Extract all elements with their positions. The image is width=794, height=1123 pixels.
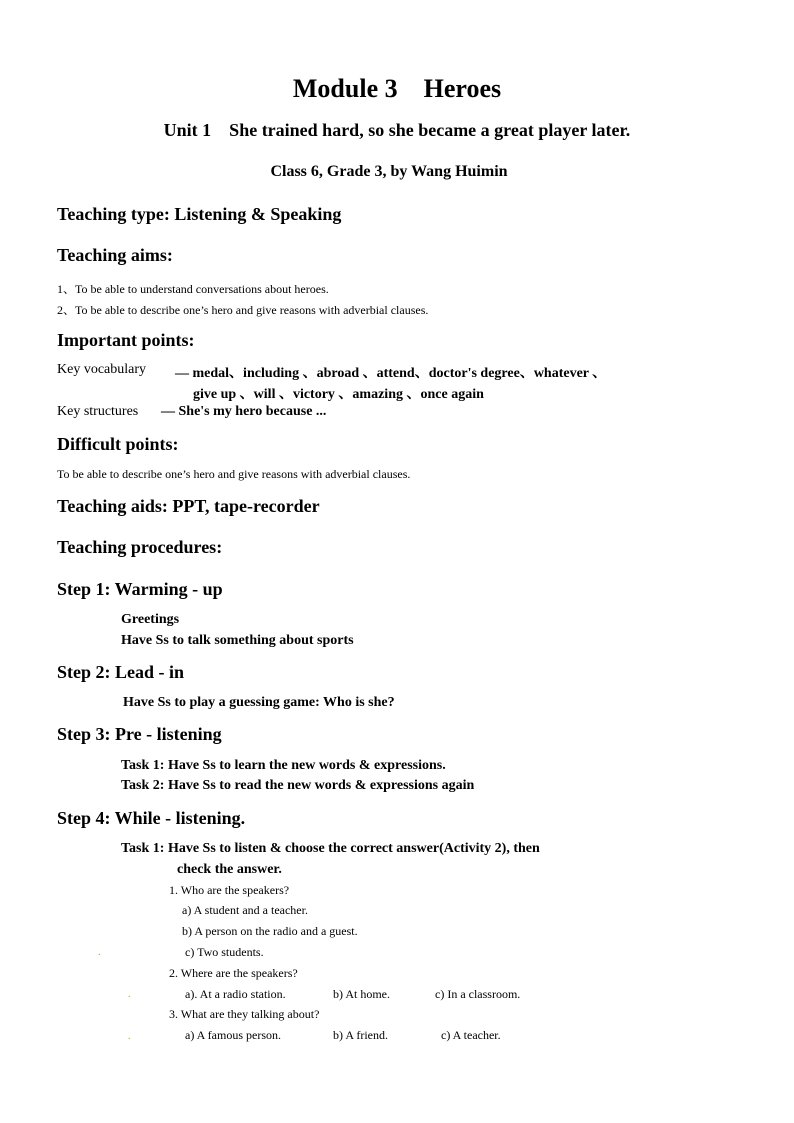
margin-dot: . bbox=[128, 989, 131, 1000]
difficult-points-text: To be able to describe one’s hero and give reasons with adverbial clauses. bbox=[57, 467, 411, 481]
step-2-heading: Step 2: Lead - in bbox=[57, 662, 185, 682]
teaching-aids-heading: Teaching aids: PPT, tape-recorder bbox=[57, 496, 320, 516]
unit-subtitle: Unit 1 She trained hard, so she became a great player later. bbox=[163, 120, 631, 140]
question-3-option-a: a) A famous person. bbox=[185, 1028, 281, 1042]
margin-dot: . bbox=[128, 1031, 131, 1042]
key-structures-text: — She's my hero because ... bbox=[161, 404, 327, 419]
step-1-heading: Step 1: Warming - up bbox=[57, 579, 223, 599]
key-vocabulary-line-1: — medal、including 、abroad 、attend、doctor's degree、whatever 、 bbox=[175, 366, 607, 381]
difficult-points-heading: Difficult points: bbox=[57, 434, 179, 454]
teaching-type-heading: Teaching type: Listening & Speaking bbox=[57, 204, 342, 224]
question-3-option-b: b) A friend. bbox=[333, 1028, 388, 1042]
teaching-aims-heading: Teaching aims: bbox=[57, 245, 173, 265]
key-structures-label: Key structures bbox=[57, 404, 139, 419]
step-1-line-2: Have Ss to talk something about sports bbox=[121, 633, 354, 648]
byline: Class 6, Grade 3, by Wang Huimin bbox=[270, 163, 508, 180]
question-1-option-c: c) Two students. bbox=[185, 945, 264, 959]
teaching-procedures-heading: Teaching procedures: bbox=[57, 537, 223, 557]
step-2-line-1: Have Ss to play a guessing game: Who is she? bbox=[123, 695, 395, 710]
step-4-heading: Step 4: While - listening. bbox=[57, 808, 246, 828]
question-1: 1. Who are the speakers? bbox=[169, 883, 290, 897]
question-3: 3. What are they talking about? bbox=[169, 1007, 320, 1021]
question-2-option-c: c) In a classroom. bbox=[435, 987, 521, 1001]
question-1-option-b: b) A person on the radio and a guest. bbox=[182, 924, 358, 938]
step-4-task-1-line-2: check the answer. bbox=[177, 862, 282, 877]
question-2-option-b: b) At home. bbox=[333, 987, 390, 1001]
question-2: 2. Where are the speakers? bbox=[169, 966, 298, 980]
question-1-option-a: a) A student and a teacher. bbox=[182, 903, 308, 917]
key-vocabulary-line-2: give up 、will 、victory 、amazing 、once again bbox=[193, 387, 484, 402]
teaching-aim-1: 1、To be able to understand conversations about heroes. bbox=[57, 282, 329, 296]
step-3-task-2: Task 2: Have Ss to read the new words & expressions again bbox=[121, 778, 475, 793]
step-3-heading: Step 3: Pre - listening bbox=[57, 724, 222, 744]
step-1-line-1: Greetings bbox=[121, 612, 180, 627]
important-points-heading: Important points: bbox=[57, 330, 195, 350]
step-4-task-1-line-1: Task 1: Have Ss to listen & choose the correct answer(Activity 2), then bbox=[121, 841, 540, 856]
step-3-task-1: Task 1: Have Ss to learn the new words & expressions. bbox=[121, 758, 446, 773]
question-3-option-c: c) A teacher. bbox=[441, 1028, 501, 1042]
page-title: Module 3 Heroes bbox=[292, 74, 502, 103]
question-2-option-a: a). At a radio station. bbox=[185, 987, 286, 1001]
teaching-aim-2: 2、To be able to describe one’s hero and give reasons with adverbial clauses. bbox=[57, 303, 429, 317]
key-vocabulary-label: Key vocabulary bbox=[57, 362, 147, 377]
margin-dot: . bbox=[98, 947, 101, 958]
